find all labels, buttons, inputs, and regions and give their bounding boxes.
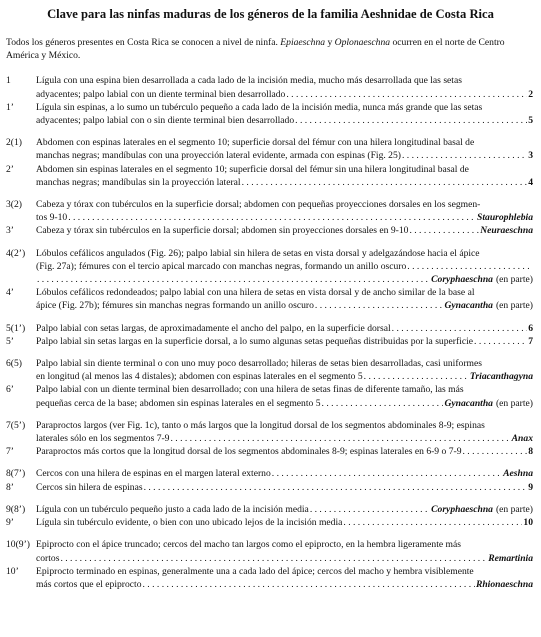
entry-final-text: Cercos con una hilera de espinas en el margen lateral externo [36, 468, 271, 480]
key-entry [6, 481, 535, 494]
entry-final-text: Palpo labial con setas largas, de aproximadamente el ancho del palpo, en la superficie dorsal [36, 322, 391, 334]
entry-number: 2(1) [6, 137, 22, 149]
entry-note: (en parte) [495, 300, 533, 312]
entry-number: 2’ [6, 163, 14, 175]
entry-result-genus: Rhionaeschna [475, 578, 533, 590]
intro-connector: y [325, 37, 335, 48]
entry-number: 1 [6, 75, 11, 87]
entry-text-line: Lígula con una espina bien desarrollada a cada lado de la incisión media, mucho más desarrollada que las setas [36, 75, 462, 87]
entry-result-couplet: 4 [528, 176, 533, 188]
key-entry [6, 101, 535, 127]
key-entry [6, 516, 535, 529]
entry-body [36, 101, 535, 127]
entry-leader-line [36, 516, 533, 529]
entry-number: 6’ [6, 384, 14, 396]
entry-result-genus: Remartinia [488, 552, 533, 564]
key-entry [6, 419, 535, 445]
key-entry [6, 445, 535, 458]
entry-result-couplet: 2 [528, 88, 533, 100]
entry-result-genus: Aeshna [503, 468, 533, 480]
entry-number: 7’ [6, 446, 14, 458]
entry-final-text: Cercos sin hilera de espinas [36, 481, 143, 493]
key-couplet [6, 74, 535, 127]
dot-leader [170, 432, 510, 445]
dot-leader [402, 149, 527, 162]
entry-text-line: Palpo labial con un diente terminal bien desarrollado; con una hilera de setas finas de diferente tamaño, las más [36, 384, 464, 396]
entry-final-text: Lígula sin tubérculo evidente, o bien con uno ubicado lejos de la incisión media [36, 517, 343, 529]
entry-result-couplet: 5 [528, 115, 533, 127]
dot-leader [474, 335, 527, 348]
dot-leader [343, 516, 522, 529]
entry-leader-line [36, 322, 533, 335]
dot-leader [60, 552, 487, 565]
entry-text-line: Lóbulos cefálicos angulados (Fig. 26); palpo labial sin hilera de setas en vista dorsal y adelgazándose hacia el ápice [36, 247, 480, 259]
entry-result-genus: Gynacantha [444, 397, 493, 409]
entry-text-line: Lígula sin espinas, a lo sumo un tubérculo pequeño a cada lado de la incisión media, nunca más grande que las setas [36, 101, 483, 113]
dot-leader [143, 578, 475, 591]
key-entry [6, 74, 535, 100]
entry-number: 8’ [6, 481, 14, 493]
entry-number: 7(5’) [6, 419, 26, 431]
entry-body [36, 481, 535, 494]
key-entry [6, 286, 535, 312]
entry-text-line: Epiprocto con el ápice truncado; cercos del macho tan largos como el epiprocto, en la hembra ligeramente más [36, 539, 461, 551]
dot-leader [242, 176, 528, 189]
entry-leader-line [36, 578, 533, 591]
dot-leader [272, 467, 502, 480]
entry-number: 9’ [6, 517, 14, 529]
key-entry [6, 565, 535, 591]
entry-leader-line [36, 299, 533, 312]
entry-final-text: más cortos que el epiprocto [36, 578, 142, 590]
key-couplet [6, 357, 535, 410]
dot-leader [315, 299, 444, 312]
entry-final-text: ápice (Fig. 27b); fémures sin manchas negras formando un anillo oscuro [36, 300, 314, 312]
entry-leader-line [36, 114, 533, 127]
key-entry [6, 383, 535, 409]
entry-leader-line [36, 445, 533, 458]
entry-note: (en parte) [495, 397, 533, 409]
entry-leader-line [36, 335, 533, 348]
entry-leader-line [36, 432, 533, 445]
entry-result-genus: Coryphaeschna [431, 503, 493, 515]
entry-body [36, 383, 535, 409]
entry-result-genus: Staurophlebia [477, 212, 533, 224]
key-entry [6, 538, 535, 564]
entry-leader-line [36, 149, 533, 162]
entry-body [36, 419, 535, 445]
entry-result-couplet: 8 [528, 446, 533, 458]
entry-number: 6(5) [6, 358, 22, 370]
entry-body [36, 538, 535, 564]
entry-leader-line [36, 88, 533, 101]
entry-body [36, 74, 535, 100]
intro-genus-2: Oplonaeschna [334, 37, 391, 48]
document-title: Clave para las ninfas maduras de los géneros de la familia Aeshnidae de Costa Rica [47, 7, 494, 21]
entry-number: 3’ [6, 225, 14, 237]
entry-body [36, 445, 535, 458]
dot-leader [310, 503, 430, 516]
entry-final-text: manchas negras; mandíbulas con una proyección lateral evidente, armada con espinas (Fig. 25) [36, 150, 401, 162]
entry-body [36, 565, 535, 591]
entry-number: 9(8’) [6, 503, 26, 515]
dot-leader [37, 273, 430, 286]
dot-leader [407, 260, 532, 273]
entry-body [36, 247, 535, 287]
entry-number: 4’ [6, 287, 14, 299]
entry-text-line: Abdomen con espinas laterales en el segmento 10; superficie dorsal del fémur con una hilera longitudinal basal de [36, 137, 475, 149]
entry-leader-line [36, 176, 533, 189]
entry-body [36, 136, 535, 162]
key-entry [6, 503, 535, 516]
entry-final-text: en longitud (al menos las 4 distales); abdomen con espinas laterales en el segmento 5 [36, 371, 363, 383]
key-entry [6, 322, 535, 335]
entry-result-couplet: 3 [528, 150, 533, 162]
entry-result-couplet: 6 [528, 322, 533, 334]
entry-body [36, 163, 535, 189]
entry-number: 3(2) [6, 199, 22, 211]
entry-body [36, 335, 535, 348]
intro-paragraph [6, 36, 535, 62]
entry-body [36, 516, 535, 529]
key-couplet [6, 503, 535, 529]
entry-leader-line [36, 552, 533, 565]
entry-final-text: Lígula con un tubérculo pequeño justo a cada lado de la incisión media [36, 503, 309, 515]
entry-leader-line [36, 224, 533, 237]
entry-body [36, 322, 535, 335]
entry-number: 10(9’) [6, 539, 30, 551]
entry-final-text: adyacentes; palpo labial con o sin diente terminal bien desarrollado [36, 115, 295, 127]
entry-result-genus: Triacanthagyna [469, 371, 533, 383]
entry-text-line: Lóbulos cefálicos redondeados; palpo labial con una hilera de setas en vista dorsal y de ancho similar de la base al [36, 287, 475, 299]
entry-result-couplet: 7 [528, 335, 533, 347]
key-couplet [6, 198, 535, 238]
entry-final-text: manchas negras; mandíbulas sin la proyección lateral [36, 176, 241, 188]
key-entry [6, 163, 535, 189]
entry-leader-line [36, 370, 533, 383]
entry-body [36, 467, 535, 480]
key-entries [6, 74, 535, 591]
entry-leader-line [36, 211, 533, 224]
entry-result-genus: Anax [511, 433, 533, 445]
entry-result-couplet: 10 [523, 517, 533, 529]
dot-leader [144, 481, 528, 494]
entry-result-genus: Gynacantha [444, 300, 493, 312]
dot-leader [463, 445, 528, 458]
intro-genus-1: Epiaeschna [280, 37, 326, 48]
entry-number: 5(1’) [6, 322, 26, 334]
entry-final-text: Paraproctos más cortos que la longitud dorsal de los segmentos abdominales 8-9; espinas laterales en 6-9 o 7-9 [36, 446, 462, 458]
dot-leader [68, 211, 476, 224]
entry-text-line: Epiprocto terminado en espinas, generalmente una a cada lado del ápice; cercos del macho y hembra visiblemente [36, 565, 474, 577]
entry-final-text: cortos [36, 552, 60, 564]
key-entry [6, 136, 535, 162]
dot-leader [322, 397, 444, 410]
key-entry [6, 335, 535, 348]
entry-final-text: tos 9-10 [36, 212, 68, 224]
key-entry [6, 467, 535, 480]
key-entry [6, 224, 535, 237]
key-entry [6, 357, 535, 383]
entry-leader-line [36, 397, 533, 410]
dot-leader [392, 322, 528, 335]
entry-number: 1’ [6, 101, 14, 113]
dot-leader [409, 224, 479, 237]
entry-note: (en parte) [495, 274, 533, 286]
dot-leader [295, 114, 527, 127]
entry-final-text: Palpo labial sin setas largas en la superficie dorsal, a lo sumo algunas setas pequeñas distribuidas por la superficie [36, 335, 474, 347]
key-couplet [6, 247, 535, 313]
entry-body [36, 198, 535, 224]
entry-final-text: (Fig. 27a); fémures con el tercio apical marcado con manchas negras, formando un anillo oscuro [36, 260, 407, 272]
entry-note: (en parte) [495, 503, 533, 515]
entry-text-line: Cabeza y tórax con tubérculos en la superficie dorsal; abdomen con pequeñas proyecciones dorsales en los segmen- [36, 199, 481, 211]
entry-number: 8(7’) [6, 468, 26, 480]
entry-result-couplet: 9 [528, 481, 533, 493]
key-entry [6, 198, 535, 224]
intro-text-before: Todos los géneros presentes en Costa Rica se conocen a nivel de ninfa. [6, 37, 281, 48]
intro-text-after: ocurren en el norte de Centro América y México. [6, 37, 505, 62]
entry-leader-line [36, 260, 533, 273]
key-couplet [6, 322, 535, 348]
entry-number: 4(2’) [6, 247, 26, 259]
entry-leader-line [36, 503, 533, 516]
entry-body [36, 357, 535, 383]
key-couplet [6, 419, 535, 459]
entry-final-text: adyacentes; palpo labial con un diente terminal bien desarrollado [36, 88, 286, 100]
entry-result-genus: Coryphaeschna [431, 274, 493, 286]
entry-final-text: Cabeza y tórax sin tubérculos en la superficie dorsal; abdomen sin proyecciones dorsales en 9-10 [36, 225, 409, 237]
key-couplet [6, 136, 535, 189]
entry-final-text: pequeñas cerca de la base; abdomen sin espinas laterales en el segmento 5 [36, 397, 321, 409]
entry-final-text: laterales sólo en los segmentos 7-9 [36, 433, 170, 445]
entry-body [36, 503, 535, 516]
entry-leader-line [36, 273, 533, 286]
entry-number: 5’ [6, 335, 14, 347]
entry-result-genus: Neuraeschna [480, 225, 533, 237]
dot-leader [286, 88, 527, 101]
entry-number: 10’ [6, 565, 19, 577]
entry-body [36, 224, 535, 237]
key-couplet [6, 467, 535, 493]
entry-leader-line [36, 467, 533, 480]
dot-leader [364, 370, 469, 383]
entry-body [36, 286, 535, 312]
key-couplet [6, 538, 535, 591]
entry-leader-line [36, 481, 533, 494]
entry-text-line: Palpo labial sin diente terminal o con uno muy poco desarrollado; hileras de setas bien desarrolladas, casi uniformes [36, 358, 482, 370]
entry-text-line: Abdomen sin espinas laterales en el segmento 10; superficie dorsal del fémur sin una hilera longitudinal basal de [36, 163, 469, 175]
key-entry [6, 247, 535, 287]
entry-text-line: Paraproctos largos (ver Fig. 1c), tanto o más largos que la longitud dorsal de los segmentos abdominales 8-9; espinas [36, 419, 485, 431]
